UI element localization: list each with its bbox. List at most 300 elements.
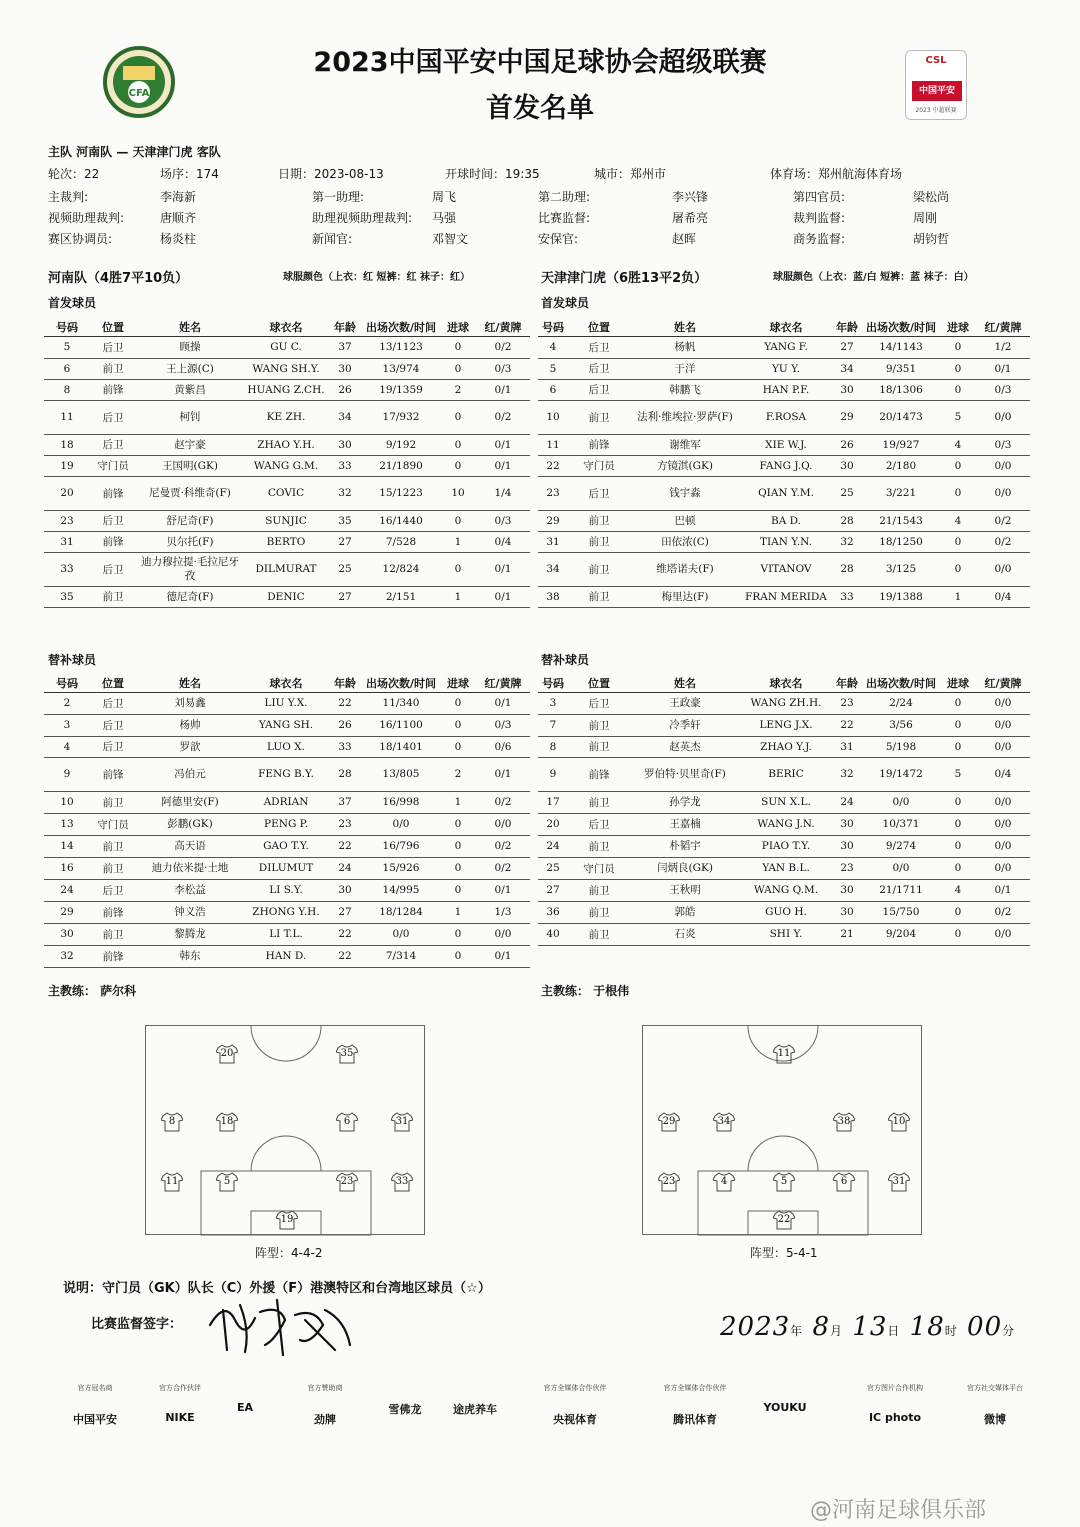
column-header: 年龄 — [832, 318, 862, 336]
player-row — [44, 434, 530, 455]
player-age: 27 — [832, 336, 862, 358]
player-name: 彭鹏(GK) — [136, 813, 244, 835]
goals: 0 — [940, 901, 976, 923]
goals: 0 — [440, 400, 476, 434]
player-name: 田依浓(C) — [630, 531, 740, 552]
cards: 0/1 — [976, 879, 1030, 901]
shirt-number: 4 — [720, 1176, 728, 1187]
player-age: 37 — [328, 791, 362, 813]
player-age: 25 — [328, 552, 362, 586]
player-name: 罗伯特·贝里奇(F) — [630, 757, 740, 791]
player-number: 23 — [538, 476, 568, 510]
player-name: 郭皓 — [630, 901, 740, 923]
appearances: 12/824 — [362, 552, 440, 586]
shirt-name: F.ROSA — [740, 400, 832, 434]
player-name: 杨帆 — [630, 336, 740, 358]
player-age: 26 — [328, 379, 362, 400]
player-number: 6 — [44, 358, 90, 379]
goals: 0 — [940, 813, 976, 835]
cards: 0/0 — [476, 923, 530, 945]
player-number: 35 — [44, 586, 90, 607]
goals: 0 — [940, 923, 976, 945]
watermark: @河南足球俱乐部 — [810, 1498, 987, 1523]
player-position: 前卫 — [90, 857, 136, 879]
player-age: 30 — [832, 455, 862, 476]
appearances: 15/926 — [362, 857, 440, 879]
cards: 0/1 — [476, 586, 530, 607]
column-header: 号码 — [538, 674, 568, 692]
cards: 0/0 — [976, 455, 1030, 476]
official-name: 胡钧哲 — [913, 232, 950, 246]
player-number: 10 — [538, 400, 568, 434]
player-position: 后卫 — [90, 736, 136, 757]
shirt-name: YANG F. — [740, 336, 832, 358]
player-position: 前卫 — [568, 510, 630, 531]
appearances: 18/1306 — [862, 379, 940, 400]
player-name: 巴顿 — [630, 510, 740, 531]
player-row — [44, 400, 530, 434]
player-name: 冯伯元 — [136, 757, 244, 791]
player-position: 前卫 — [568, 586, 630, 607]
player-number: 24 — [538, 835, 568, 857]
player-shirt — [773, 1172, 795, 1192]
column-header: 年龄 — [832, 674, 862, 692]
player-row — [538, 857, 1030, 879]
column-header: 红/黄牌 — [976, 318, 1030, 336]
away-subs-label: 替补球员 — [541, 653, 590, 667]
sig-month: 8 — [812, 1312, 830, 1342]
player-row — [44, 714, 530, 736]
column-header: 姓名 — [136, 318, 244, 336]
goals: 1 — [440, 791, 476, 813]
column-header: 年龄 — [328, 318, 362, 336]
column-header: 姓名 — [630, 318, 740, 336]
cards: 0/2 — [976, 901, 1030, 923]
player-age: 33 — [328, 455, 362, 476]
player-shirt — [276, 1210, 298, 1230]
sponsor-category: 官方赞助商 — [307, 1384, 343, 1392]
cards: 0/0 — [976, 476, 1030, 510]
player-row — [538, 791, 1030, 813]
player-position: 前卫 — [568, 736, 630, 757]
legend-note: 说明：守门员（GK）队长（C）外援（F）港澳特区和台湾地区球员（☆） — [63, 1281, 491, 1296]
player-row — [44, 379, 530, 400]
player-age: 30 — [832, 879, 862, 901]
column-header: 出场次数/时间 — [862, 674, 940, 692]
player-name: 朴韬宇 — [630, 835, 740, 857]
shirt-number: 35 — [340, 1048, 354, 1059]
player-number: 32 — [44, 945, 90, 967]
csl-logo-bottom: 2023 中超联赛 — [915, 107, 957, 114]
appearances: 13/805 — [362, 757, 440, 791]
player-position: 后卫 — [568, 379, 630, 400]
cards: 0/4 — [976, 586, 1030, 607]
appearances: 19/1388 — [862, 586, 940, 607]
sponsor-name: YOUKU — [763, 1401, 807, 1414]
away-formation-label: 阵型：5-4-1 — [750, 1246, 818, 1260]
player-name: 王嘉楠 — [630, 813, 740, 835]
sponsor-category: 官方冠名商 — [77, 1384, 113, 1392]
cards: 0/1 — [476, 379, 530, 400]
home-subs-label: 替补球员 — [48, 653, 97, 667]
player-number: 31 — [538, 531, 568, 552]
player-name: 孙学龙 — [630, 791, 740, 813]
shirt-name: DILMURAT — [244, 552, 328, 586]
player-name: 柯钊 — [136, 400, 244, 434]
appearances: 2/24 — [862, 692, 940, 714]
column-header: 出场次数/时间 — [362, 318, 440, 336]
appearances: 3/125 — [862, 552, 940, 586]
player-name: 贝尔托(F) — [136, 531, 244, 552]
goals: 0 — [440, 857, 476, 879]
shirt-number: 8 — [168, 1116, 176, 1127]
player-position: 后卫 — [568, 476, 630, 510]
goals: 0 — [940, 835, 976, 857]
player-age: 35 — [328, 510, 362, 531]
player-name: 顾操 — [136, 336, 244, 358]
cards: 0/2 — [476, 857, 530, 879]
player-position: 后卫 — [90, 434, 136, 455]
player-row — [538, 813, 1030, 835]
appearances: 16/796 — [362, 835, 440, 857]
column-header: 位置 — [90, 674, 136, 692]
goals: 1 — [440, 586, 476, 607]
player-number: 14 — [44, 835, 90, 857]
player-name: 方镜淇(GK) — [630, 455, 740, 476]
official-role: 安保官: — [538, 232, 579, 246]
player-number: 24 — [44, 879, 90, 901]
player-age: 22 — [328, 692, 362, 714]
player-age: 25 — [832, 476, 862, 510]
player-row — [44, 336, 530, 358]
shirt-name: HAN D. — [244, 945, 328, 967]
official-role: 第二助理: — [538, 190, 591, 204]
sponsor-name: 途虎养车 — [453, 1403, 497, 1416]
player-position: 前锋 — [90, 945, 136, 967]
appearances: 16/1100 — [362, 714, 440, 736]
player-shirt — [336, 1044, 358, 1064]
goals: 4 — [940, 879, 976, 901]
player-row — [538, 835, 1030, 857]
player-age: 28 — [832, 510, 862, 531]
shirt-name: LIU Y.X. — [244, 692, 328, 714]
player-shirt — [216, 1172, 238, 1192]
official-name: 周刚 — [913, 211, 938, 225]
player-number: 11 — [538, 434, 568, 455]
sponsor-name: 中国平安 — [73, 1413, 117, 1426]
player-row — [538, 757, 1030, 791]
match-teams: 主队 河南队 — 天津津门虎 客队 — [48, 145, 221, 159]
home-subs-table — [44, 674, 530, 968]
csl-logo-top: CSL — [925, 55, 947, 66]
cards: 0/0 — [976, 857, 1030, 879]
cards: 0/0 — [476, 813, 530, 835]
appearances: 3/56 — [862, 714, 940, 736]
player-name: 韩鹏飞 — [630, 379, 740, 400]
appearances: 2/180 — [862, 455, 940, 476]
sig-minute: 00 — [967, 1312, 1003, 1342]
player-name: 冷季轩 — [630, 714, 740, 736]
appearances: 0/0 — [862, 857, 940, 879]
sponsor-name: EA — [236, 1401, 254, 1414]
sponsor-name: 腾讯体育 — [673, 1413, 717, 1426]
cards: 0/3 — [476, 714, 530, 736]
player-row — [538, 476, 1030, 510]
appearances: 21/1543 — [862, 510, 940, 531]
sig-day: 13 — [852, 1312, 888, 1342]
cards: 0/2 — [976, 531, 1030, 552]
appearances: 13/1123 — [362, 336, 440, 358]
shirt-number: 29 — [662, 1116, 676, 1127]
player-name: 王上源(C) — [136, 358, 244, 379]
sponsor-name: 央视体育 — [553, 1413, 597, 1426]
player-row — [538, 400, 1030, 434]
player-number: 16 — [44, 857, 90, 879]
player-row — [538, 552, 1030, 586]
player-shirt — [216, 1112, 238, 1132]
official-role: 主裁判: — [48, 190, 89, 204]
goals: 0 — [940, 358, 976, 379]
goals: 0 — [440, 552, 476, 586]
shirt-name: ADRIAN — [244, 791, 328, 813]
cards: 0/0 — [976, 552, 1030, 586]
player-number: 5 — [44, 336, 90, 358]
player-position: 前卫 — [90, 923, 136, 945]
shirt-name: SHI Y. — [740, 923, 832, 945]
appearances: 0/0 — [362, 923, 440, 945]
sig-hour: 18 — [909, 1312, 945, 1342]
player-number: 31 — [44, 531, 90, 552]
player-row — [538, 586, 1030, 607]
shirt-name: GAO T.Y. — [244, 835, 328, 857]
appearances: 13/974 — [362, 358, 440, 379]
player-position: 守门员 — [568, 455, 630, 476]
goals: 0 — [440, 358, 476, 379]
player-number: 3 — [538, 692, 568, 714]
cards: 0/2 — [476, 336, 530, 358]
shirt-number: 38 — [837, 1116, 851, 1127]
goals: 0 — [440, 455, 476, 476]
sponsor-logo — [420, 1383, 530, 1417]
player-name: 黎腾龙 — [136, 923, 244, 945]
match-round: 轮次：22 — [48, 167, 100, 181]
match-kickoff: 开球时间：19:35 — [445, 167, 540, 181]
player-position: 后卫 — [90, 879, 136, 901]
player-number: 7 — [538, 714, 568, 736]
player-name: 韩东 — [136, 945, 244, 967]
cards: 0/0 — [976, 791, 1030, 813]
player-age: 24 — [328, 857, 362, 879]
player-row — [44, 791, 530, 813]
player-number: 13 — [44, 813, 90, 835]
shirt-number: 5 — [223, 1176, 231, 1187]
shirt-name: ZHAO Y.J. — [740, 736, 832, 757]
player-name: 德尼奇(F) — [136, 586, 244, 607]
player-name: 舒尼奇(F) — [136, 510, 244, 531]
player-number: 3 — [44, 714, 90, 736]
sponsor-name: 雪佛龙 — [388, 1403, 422, 1416]
player-position: 守门员 — [90, 813, 136, 835]
column-header: 位置 — [90, 318, 136, 336]
csl-logo — [905, 50, 967, 120]
official-name: 李海新 — [160, 190, 197, 204]
shirt-name: WANG Q.M. — [740, 879, 832, 901]
player-position: 后卫 — [90, 552, 136, 586]
player-name: 王秋明 — [630, 879, 740, 901]
official-role: 第四官员: — [793, 190, 846, 204]
player-position: 守门员 — [568, 857, 630, 879]
appearances: 9/192 — [362, 434, 440, 455]
appearances: 19/927 — [862, 434, 940, 455]
goals: 4 — [940, 510, 976, 531]
match-date: 日期：2023-08-13 — [278, 167, 384, 181]
column-header: 球衣名 — [740, 674, 832, 692]
away-starters-label: 首发球员 — [541, 296, 590, 310]
column-header: 出场次数/时间 — [862, 318, 940, 336]
player-name: 高天语 — [136, 835, 244, 857]
player-age: 31 — [832, 736, 862, 757]
cards: 0/0 — [976, 813, 1030, 835]
official-name: 杨炎柱 — [160, 232, 197, 246]
goals: 2 — [440, 379, 476, 400]
player-row — [538, 923, 1030, 945]
shirt-number: 23 — [340, 1176, 354, 1187]
official-name: 邓智文 — [432, 232, 469, 246]
player-number: 4 — [538, 336, 568, 358]
player-position: 后卫 — [90, 510, 136, 531]
official-role: 比赛监督: — [538, 211, 591, 225]
shirt-name: BA D. — [740, 510, 832, 531]
goals: 0 — [440, 879, 476, 901]
official-name: 梁松尚 — [913, 190, 950, 204]
home-coach: 主教练： 萨尔科 — [48, 984, 137, 998]
shirt-name: DILUMUT — [244, 857, 328, 879]
player-number: 19 — [44, 455, 90, 476]
shirt-name: WANG G.M. — [244, 455, 328, 476]
signature-label: 比赛监督签字： — [91, 1317, 183, 1332]
player-shirt — [713, 1172, 735, 1192]
player-shirt — [888, 1112, 910, 1132]
column-header: 进球 — [940, 674, 976, 692]
official-role: 视频助理裁判: — [48, 211, 125, 225]
player-number: 27 — [538, 879, 568, 901]
player-number: 17 — [538, 791, 568, 813]
player-position: 前锋 — [90, 379, 136, 400]
player-position: 前卫 — [568, 531, 630, 552]
shirt-name: BERTO — [244, 531, 328, 552]
match-stadium: 体育场：郑州航海体育场 — [770, 167, 903, 181]
player-number: 20 — [44, 476, 90, 510]
player-name: 法利·维埃拉·罗萨(F) — [630, 400, 740, 434]
shirt-name: ZHONG Y.H. — [244, 901, 328, 923]
column-header: 年龄 — [328, 674, 362, 692]
sponsor-category: 官方图片合作机构 — [867, 1384, 923, 1392]
goals: 0 — [940, 857, 976, 879]
home-starters-table — [44, 318, 530, 608]
player-name: 维塔诺夫(F) — [630, 552, 740, 586]
player-number: 4 — [44, 736, 90, 757]
player-name: 闫炳良(GK) — [630, 857, 740, 879]
shirt-name: DENIC — [244, 586, 328, 607]
goals: 0 — [440, 510, 476, 531]
shirt-number: 19 — [280, 1214, 294, 1225]
appearances: 21/1711 — [862, 879, 940, 901]
player-position: 前卫 — [568, 400, 630, 434]
cards: 0/0 — [976, 835, 1030, 857]
appearances: 15/750 — [862, 901, 940, 923]
match-city: 城市：郑州市 — [594, 167, 667, 181]
shirt-number: 31 — [892, 1176, 906, 1187]
cards: 0/4 — [976, 757, 1030, 791]
column-header: 红/黄牌 — [476, 318, 530, 336]
player-position: 前锋 — [568, 434, 630, 455]
player-number: 8 — [44, 379, 90, 400]
player-row — [44, 358, 530, 379]
shirt-name: SUN X.L. — [740, 791, 832, 813]
goals: 0 — [440, 835, 476, 857]
column-header: 位置 — [568, 318, 630, 336]
shirt-name: YU Y. — [740, 358, 832, 379]
goals: 0 — [940, 379, 976, 400]
cards: 0/1 — [476, 552, 530, 586]
appearances: 0/0 — [362, 813, 440, 835]
cards: 1/4 — [476, 476, 530, 510]
column-header: 姓名 — [136, 674, 244, 692]
player-shirt — [658, 1112, 680, 1132]
shirt-number: 11 — [777, 1048, 791, 1059]
official-role: 新闻官: — [312, 232, 353, 246]
appearances: 19/1359 — [362, 379, 440, 400]
player-age: 22 — [328, 835, 362, 857]
player-name: 罗歆 — [136, 736, 244, 757]
player-name: 钟义浩 — [136, 901, 244, 923]
official-name: 李兴锋 — [672, 190, 709, 204]
player-age: 30 — [328, 434, 362, 455]
player-position: 前卫 — [568, 791, 630, 813]
sponsor-logo — [940, 1383, 1050, 1427]
player-age: 33 — [328, 736, 362, 757]
player-number: 30 — [44, 923, 90, 945]
player-number: 34 — [538, 552, 568, 586]
player-position: 前卫 — [568, 552, 630, 586]
goals: 0 — [940, 736, 976, 757]
page-title: 2023中国平安中国足球协会超级联赛 — [313, 47, 767, 78]
player-number: 5 — [538, 358, 568, 379]
player-shirt — [713, 1112, 735, 1132]
official-role: 助理视频助理裁判: — [312, 211, 413, 225]
shirt-number: 5 — [780, 1176, 788, 1187]
sig-hour-unit: 时 — [944, 1324, 958, 1338]
goals: 0 — [940, 552, 976, 586]
official-role: 第一助理: — [312, 190, 365, 204]
shirt-name: LUO X. — [244, 736, 328, 757]
cards: 0/0 — [976, 923, 1030, 945]
appearances: 9/274 — [862, 835, 940, 857]
column-header: 姓名 — [630, 674, 740, 692]
player-age: 24 — [832, 791, 862, 813]
player-age: 28 — [328, 757, 362, 791]
column-header: 红/黄牌 — [476, 674, 530, 692]
cards: 1/3 — [476, 901, 530, 923]
goals: 1 — [940, 586, 976, 607]
away-coach: 主教练： 于根伟 — [541, 984, 630, 998]
player-shirt — [833, 1112, 855, 1132]
player-name: 黄紫昌 — [136, 379, 244, 400]
official-name: 马强 — [432, 211, 457, 225]
player-position: 前卫 — [568, 923, 630, 945]
player-age: 27 — [328, 531, 362, 552]
player-number: 29 — [44, 901, 90, 923]
